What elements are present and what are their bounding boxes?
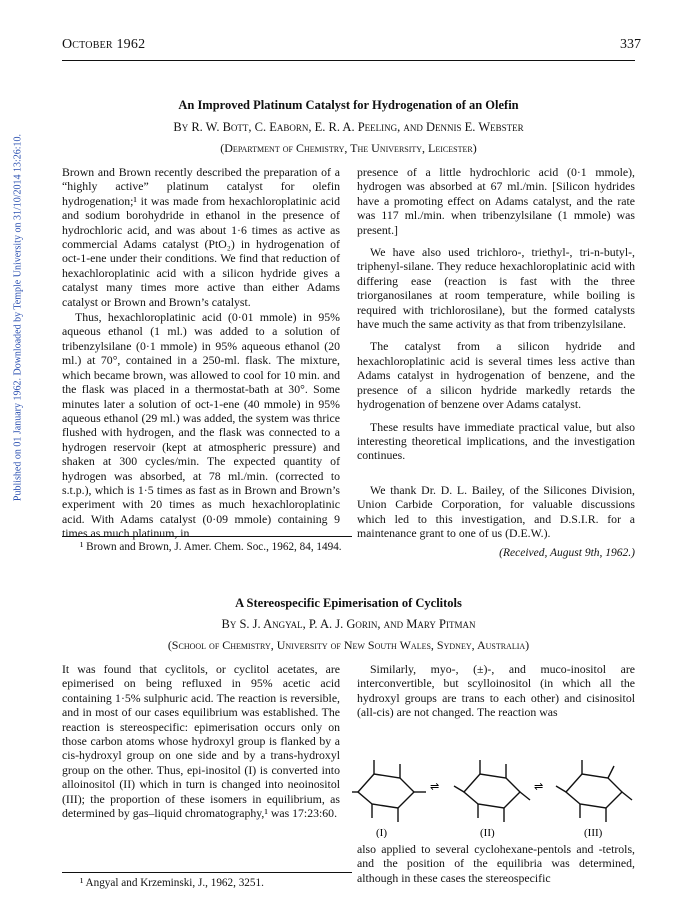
paragraph: presence of a little hydrochloric acid (0·1 mmole), hydrogen was absorbed at 67 ml./min. [Silicon hydrides have a promoting effect on Adams catalyst, and the rate was 117 ml./min. when tribenzylsilane (1 mmole) was present.] bbox=[357, 165, 635, 237]
running-header-date: October 1962 bbox=[62, 37, 146, 52]
article1-title: An Improved Platinum Catalyst for Hydrogenation of an Olefin bbox=[178, 98, 519, 112]
page-number: 337 bbox=[620, 37, 641, 52]
article2-footnote: ¹ Angyal and Krzeminski, J., 1962, 3251. bbox=[80, 877, 264, 889]
paragraph: It was found that cyclitols, or cyclitol acetates, are epimerised on being refluxed in 95% acetic acid containing 1·5% sulphuric acid. The reaction is reversible, and in most of our cases equilibrium was established. The reaction is stereospecific: epimerisation occurs only on those carbon atoms whose hydroxyl group is flanked by a cis-hydroxyl group on one side and by a trans-hydroxyl group on the other. Thus, epi-inositol (I) is converted into alloinositol (II) which in turn is changed into neoinositol (III); the proportion of these isomers in equilibrium, as determined by gas–liquid chromatography,¹ was 17:23:60. bbox=[62, 662, 340, 821]
article2-column-right-top bbox=[357, 662, 635, 720]
article1-authors: By R. W. Bott, C. Eaborn, E. R. A. Peeling, and Dennis E. Webster bbox=[173, 120, 524, 134]
article2-column-right-bottom bbox=[357, 842, 635, 885]
cyclohexane-ring-III bbox=[556, 760, 632, 822]
article2-affiliation: (School of Chemistry, University of New South Wales, Sydney, Australia) bbox=[167, 638, 530, 652]
acknowledgement: We thank Dr. D. L. Bailey, of the Silicones Division, Union Carbide Corporation, for valuable discussions which led to this investigation, and D.S.I.R. for a maintenance grant to one of us (D.E.W.). bbox=[357, 482, 635, 540]
compound-label-III: (III) bbox=[584, 827, 603, 838]
header-rule bbox=[62, 60, 635, 61]
article1-column-right bbox=[357, 165, 635, 561]
compound-label-I: (I) bbox=[376, 827, 387, 838]
article1-affiliation: (Department of Chemistry, The University, Leicester) bbox=[220, 141, 477, 155]
received-date: (Received, August 9th, 1962.) bbox=[499, 547, 635, 560]
footnote-rule bbox=[62, 536, 352, 537]
paragraph: Similarly, myo-, (±)-, and muco-inositol are interconvertible, but scylloinositol (in which all the hydroxyl groups are trans to each other) and cisinositol (all-cis) are not changed. The reaction was bbox=[357, 662, 635, 720]
paragraph: We have also used trichloro-, triethyl-, tri-n-butyl-, triphenyl-silane. They reduce hexachloroplatinic acid with differing ease (reaction is fast with the three triorganosilanes at room temperature, while boiling is required with trichlorosilane), but the formed catalysts have much the same activity as that from tribenzylsilane. bbox=[357, 245, 635, 332]
paragraph: The catalyst from a silicon hydride and hexachloroplatinic acid is several times less active than Adams catalyst in hydrogenation of benzene, and the presence of a silicon hydride markedly retards the hydrogenation of benzene over Adams catalyst. bbox=[357, 339, 635, 412]
article1-footnote: ¹ Brown and Brown, J. Amer. Chem. Soc., 1962, 84, 1494. bbox=[80, 541, 342, 553]
cyclohexane-ring-I bbox=[352, 760, 426, 822]
article2-title: A Stereospecific Epimerisation of Cyclitols bbox=[235, 596, 462, 610]
paragraph: also applied to several cyclohexane-pentols and -tetrols, and the position of the equilibria was determined, although in these cases the stereospecific bbox=[357, 842, 635, 885]
footnote-rule bbox=[62, 872, 352, 873]
cyclohexane-ring-II bbox=[454, 760, 530, 822]
cyclitol-equilibrium-diagram bbox=[352, 748, 642, 838]
download-watermark: Published on 01 January 1962. Downloaded by Temple University on 31/10/2014 13:26:10. bbox=[12, 133, 24, 502]
article2-authors: By S. J. Angyal, P. A. J. Gorin, and Mary Pitman bbox=[221, 617, 476, 631]
equilibrium-arrow: ⇌ bbox=[534, 781, 544, 793]
equilibrium-arrow: ⇌ bbox=[430, 781, 440, 793]
paragraph: Thus, hexachloroplatinic acid (0·01 mmole) in 95% aqueous ethanol (1 ml.) was added to a solution of tribenzylsilane (0·1 mmole) in 95% aqueous ethanol (20 ml.) at 70°, contained in a 250-ml. flask. The mixture, which became brown, was allowed to cool for 10 min. and the flask was placed in a thermostat-bath at 30°. Some minutes later a solution of oct-1-ene (40 mmole) in 95% aqueous ethanol (29 ml.) was added, the system was thrice flushed with hydrogen, and the flask was connected to a hydrogen reservoir (kept at atmospheric pressure) and shaken at 300 cycles/min. The expected quantity of hydrogen was absorbed, at 78 ml./min. (corrected to s.t.p.), which is 1·5 times as fast as in Brown and Brown’s experiment with 20 times as much hexachloroplatinic acid. With Adams catalyst (0·09 mmole) containing 9 times as much platinum, in bbox=[62, 310, 340, 541]
paragraph: Brown and Brown recently described the preparation of a “highly active” platinum catalyst for olefin hydrogenation;¹ it was made from hexachloroplatinic acid and sodium borohydride in ethanol in the presence of hydrochloric acid, and was about 1·6 times as active as commercial Adams catalyst (PtO₂) in hydrogenation of oct-1-ene under their conditions. We find that reduction of hexachloroplatinic acid with a silicon hydride gives a catalyst many times more active than either Adams catalyst or Brown and Brown’s catalyst. bbox=[62, 165, 340, 309]
paragraph: These results have immediate practical value, but also interesting theoretical implications, and the investigation continues. bbox=[357, 419, 635, 463]
article1-column-left bbox=[62, 165, 340, 541]
compound-label-II: (II) bbox=[480, 827, 495, 838]
article2-column-left bbox=[62, 662, 340, 820]
